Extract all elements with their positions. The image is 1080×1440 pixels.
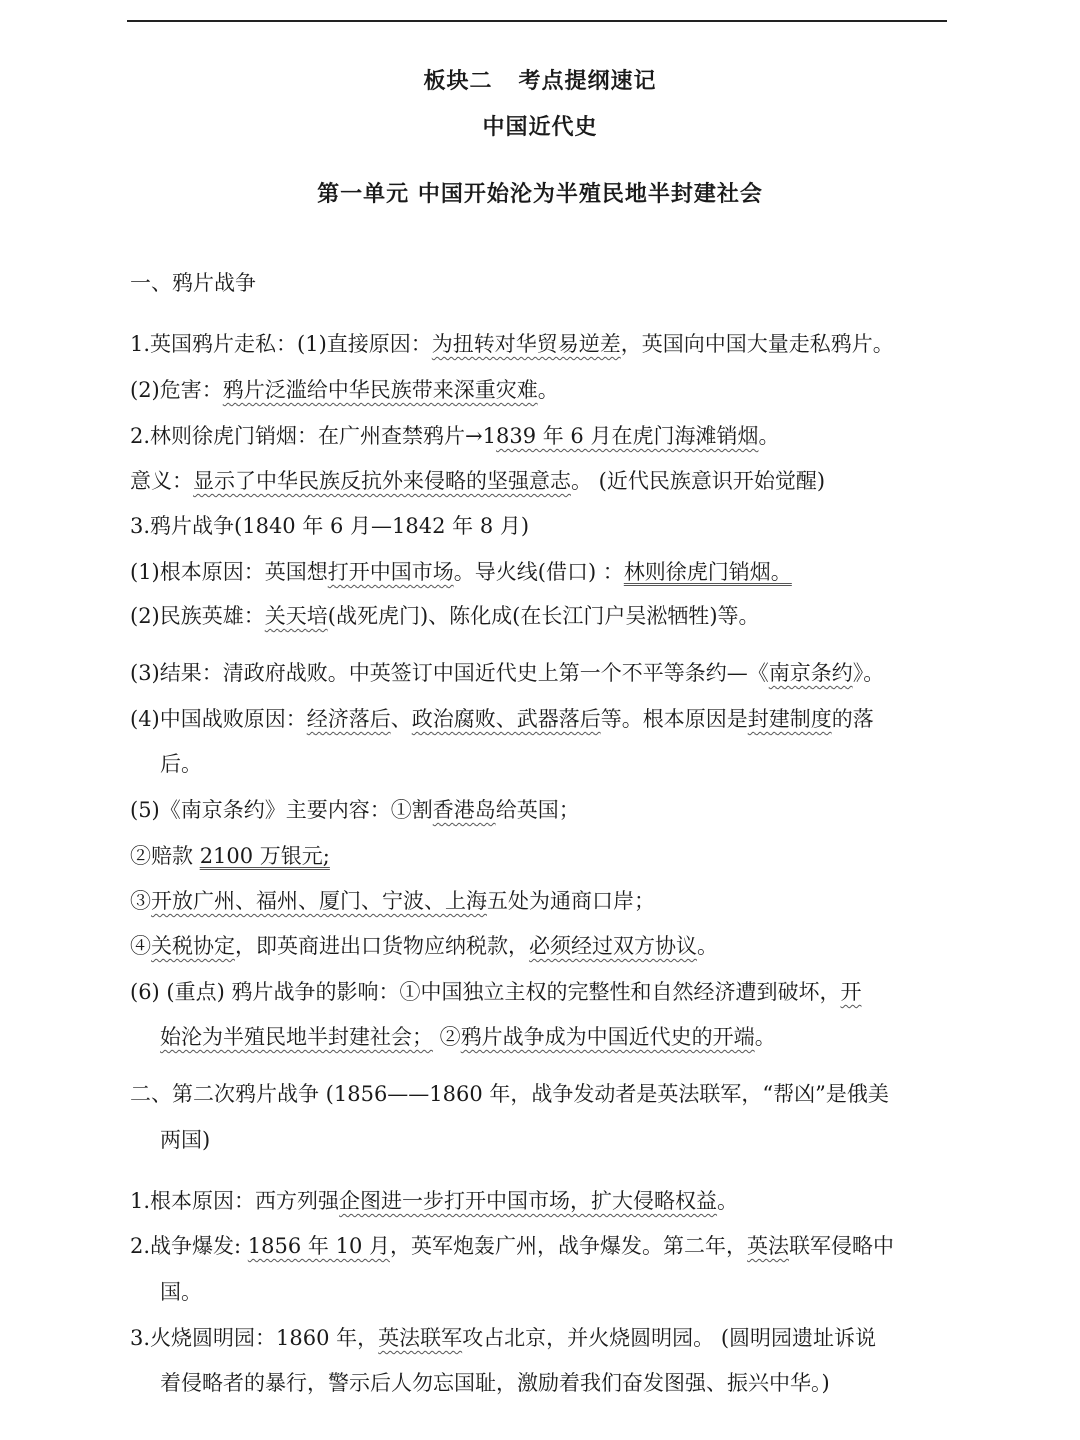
unit-title: 第一单元 中国开始沦为半殖民地半封建社会: [317, 181, 763, 207]
text-line: 两国): [160, 1128, 211, 1152]
text-line: ③开放广州、福州、厦门、宁波、上海五处为通商口岸；: [130, 889, 655, 913]
text-line: (4)中国战败原因：经济落后、政治腐败、武器落后等。根本原因是封建制度的落: [130, 707, 874, 731]
text-line: 3.火烧圆明园：1860 年，英法联军攻占北京，并火烧圆明园。 (圆明园遗址诉说: [130, 1326, 877, 1350]
text-line: 1.根本原因：西方列强企图进一步打开中国市场，扩大侵略权益。: [130, 1189, 739, 1213]
text-line: 着侵略者的暴行，警示后人勿忘国耻，激励着我们奋发图强、振兴中华。): [160, 1371, 830, 1395]
title-part-2: 考点提纲速记: [518, 68, 657, 94]
page-title: [0, 64, 1080, 95]
text-line: (3)结果：清政府战败。中英签订中国近代史上第一个不平等条约—《南京条约》。: [130, 661, 885, 685]
text-line: (6) (重点) 鸦片战争的影响：①中国独立主权的完整性和自然经济遭到破坏，开: [130, 980, 862, 1004]
text-line: (2)危害：鸦片泛滥给中华民族带来深重灾难。: [130, 378, 559, 402]
text-line: 意义：显示了中华民族反抗外来侵略的坚强意志。 (近代民族意识开始觉醒): [130, 469, 826, 493]
text-line: (2)民族英雄：关天培(战死虎门)、陈化成(在长江门户吴淞牺牲)等。: [130, 604, 760, 628]
text-line: 2.林则徐虎门销烟：在广州查禁鸦片→1839 年 6 月在虎门海滩销烟。: [130, 424, 780, 448]
text-line: 1.英国鸦片走私：(1)直接原因：为扭转对华贸易逆差，英国向中国大量走私鸦片。: [130, 332, 894, 356]
text-line: 3.鸦片战争(1840 年 6 月—1842 年 8 月): [130, 514, 530, 538]
section-heading-second-opium-war: 二、第二次鸦片战争 (1856——1860 年，战争发动者是英法联军，“帮凶”是俄美: [130, 1082, 889, 1106]
text-line: 始沦为半殖民地半封建社会； ②鸦片战争成为中国近代史的开端。: [160, 1025, 776, 1049]
text-line: 后。: [160, 752, 202, 776]
text-line: (1)根本原因：英国想打开中国市场。导火线(借口) ：林则徐虎门销烟。: [130, 560, 792, 584]
text-line: ②赔款 2100 万银元;: [130, 844, 330, 868]
text-line: (5)《南京条约》主要内容：①割香港岛给英国；: [130, 798, 580, 822]
title-part-1: 板块二: [423, 68, 493, 94]
text-line: 2.战争爆发: 1856 年 10 月，英军炮轰广州，战争爆发。第二年，英法联军侵略中: [130, 1234, 894, 1258]
text-line: 国。: [160, 1280, 202, 1304]
text-line: ④关税协定，即英商进出口货物应纳税款，必须经过双方协议。: [130, 934, 718, 958]
top-rule: [127, 20, 947, 22]
section-heading-opium-war: 一、鸦片战争: [130, 271, 256, 295]
page-subtitle: 中国近代史: [482, 114, 598, 140]
